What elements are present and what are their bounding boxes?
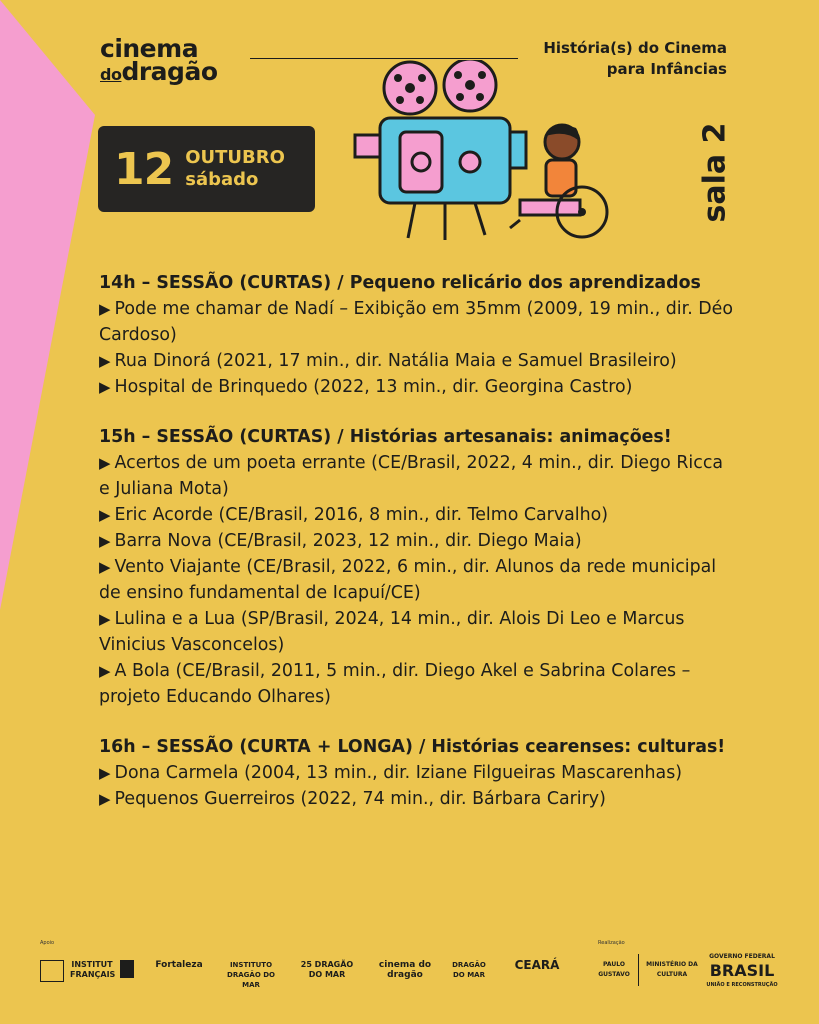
film-item: ▶ Hospital de Brinquedo (2022, 13 min., dir. Georgina Castro)	[99, 374, 739, 400]
session	[99, 270, 739, 400]
governo-federal-logo: GOVERNO FEDERAL BRASIL UNIÃO E RECONSTRUÇÃO	[706, 953, 778, 988]
session	[99, 424, 739, 710]
film-item: ▶ Acertos de um poeta errante (CE/Brasil, 2022, 4 min., dir. Diego Ricca e Juliana Mota)	[99, 450, 739, 502]
session-heading: 14h – SESSÃO (CURTAS) / Pequeno relicário dos aprendizados	[99, 273, 701, 293]
support-label: Apoio	[40, 940, 55, 946]
session-heading: 15h – SESSÃO (CURTAS) / Histórias artesanais: animações!	[99, 427, 672, 447]
cinema-dragao-footer-logo: cinema do dragão	[378, 960, 432, 980]
pink-corner-shape	[0, 0, 100, 620]
footer-divider	[638, 954, 639, 986]
dragao-mar-logo: DRAGÃO DO MAR	[452, 961, 486, 979]
film-item: ▶ Rua Dinorá (2021, 17 min., dir. Natália Maia e Samuel Brasileiro)	[99, 348, 739, 374]
series-title: História(s) do Cinema para Infâncias	[543, 39, 727, 78]
date-weekday: sábado	[185, 169, 259, 190]
film-item: ▶ Pequenos Guerreiros (2022, 74 min., dir. Bárbara Cariry)	[99, 786, 739, 812]
ceara-logo: CEARÁ	[514, 958, 560, 972]
date-month: OUTUBRO	[185, 147, 285, 168]
session-heading: 16h – SESSÃO (CURTA + LONGA) / Histórias cearenses: culturas!	[99, 737, 726, 757]
sponsor-footer	[40, 940, 780, 1000]
session	[99, 734, 739, 812]
republique-francaise-logo	[40, 960, 64, 982]
cinema-do-dragao-logo: cinema dodragão	[100, 34, 218, 86]
cine-logo	[120, 960, 134, 978]
room-label: sala 2	[697, 122, 733, 223]
film-item: ▶ Dona Carmela (2004, 13 min., dir. Iziane Filgueiras Mascarenhas)	[99, 760, 739, 786]
paulo-gustavo-logo: PAULO GUSTAVO	[598, 961, 630, 978]
film-item: ▶ Lulina e a Lua (SP/Brasil, 2024, 14 min., dir. Alois Di Leo e Marcus Vinicius Vasconcelos)	[99, 606, 739, 658]
fortaleza-logo: Fortaleza	[155, 960, 203, 970]
film-item: ▶ A Bola (CE/Brasil, 2011, 5 min., dir. Diego Akel e Sabrina Colares – projeto Educando Olhares)	[99, 658, 739, 710]
realization-label: Realização	[598, 940, 625, 946]
film-item: ▶ Vento Viajante (CE/Brasil, 2022, 6 min., dir. Alunos da rede municipal de ensino fundamental de Icapuí/CE)	[99, 554, 739, 606]
film-item: ▶ Eric Acorde (CE/Brasil, 2016, 8 min., dir. Telmo Carvalho)	[99, 502, 739, 528]
film-item: ▶ Barra Nova (CE/Brasil, 2023, 12 min., dir. Diego Maia)	[99, 528, 739, 554]
date-badge	[98, 126, 315, 212]
film-item: ▶ Pode me chamar de Nadí – Exibição em 35mm (2009, 19 min., dir. Déo Cardoso)	[99, 296, 739, 348]
header-divider	[250, 58, 518, 59]
instituto-dragao-logo: INSTITUTO DRAGÃO DO MAR	[227, 961, 275, 989]
date-day: 12	[114, 143, 174, 195]
program-list	[99, 270, 739, 836]
institut-francais-logo: INSTITUT FRANÇAIS	[70, 960, 116, 979]
25-anos-logo: 25 DRAGÃO DO MAR	[300, 960, 354, 979]
film-projector-child-illustration	[350, 60, 620, 245]
ministerio-cultura-logo: MINISTÉRIO DA CULTURA	[646, 961, 698, 978]
